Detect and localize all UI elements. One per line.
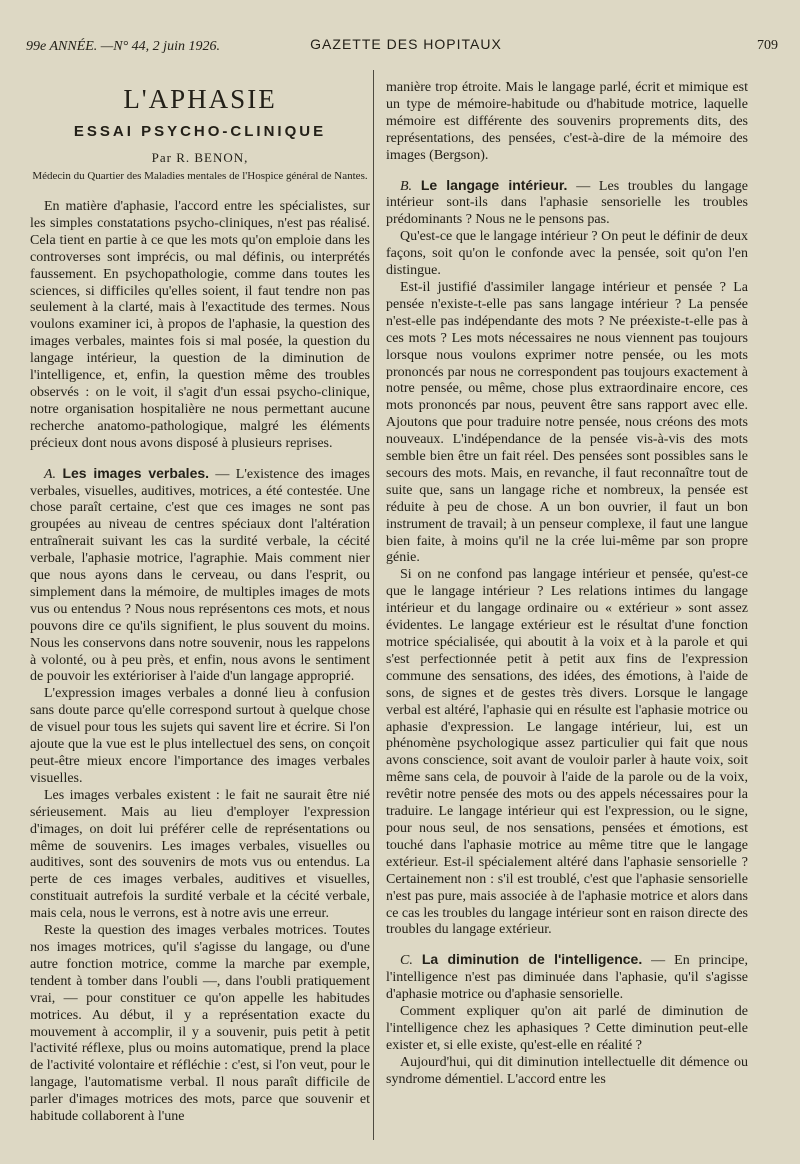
continued-paragraph: manière trop étroite. Mais le langage parlé, écrit et mimique est un type de mémoire-habitude ou d'habitude motrice, laquelle mémoire est différente des souvenirs proprements dits, des représentations, des pensées, c'est-à-dire de la mémoire des images (Bergson). bbox=[386, 80, 748, 163]
left-column bbox=[30, 80, 370, 1126]
paragraph: Qu'est-ce que le langage intérieur ? On peut le définir de deux façons, soit qu'on le confonde avec la pensée, soit qu'on l'en distingue. bbox=[386, 229, 748, 279]
column-divider bbox=[373, 70, 374, 1140]
article-subtitle: ESSAI PSYCHO-CLINIQUE bbox=[73, 123, 327, 140]
section-a-text: — L'existence des images verbales, visuelles, auditives, motrices, a été contestée. Une chose paraît certaine, c'est que ces images ne sont pas groupées au niveau de centres spéciaux dont l'altération entraînerait suivant les cas la surdité verbale, la cécité verbale, l'aphasie motrice, l'agraphie. Mais comment nier que nous ayons dans le cerveau, ou dans l'esprit, ou simplement dans la mémoire, de multiples images de mots vus ou entendus ? Nous nous représentons ces mots, et nous pouvons dire ce qu'ils signifient, le plus souvent du moins. Nous les conservons dans notre souvenir, nous les rappelons à volonté, ou à peu près, et enfin, nous avons le sentiment de pouvoir les extérioriser à l'aide d'un langage approprié. bbox=[30, 466, 370, 685]
page-header bbox=[26, 36, 778, 58]
section-c-paragraph bbox=[386, 951, 748, 1004]
section-b-paragraph bbox=[386, 177, 748, 230]
journal-title: GAZETTE DES HOPITAUX bbox=[310, 36, 502, 52]
article-title: L'APHASIE bbox=[123, 84, 277, 114]
paragraph: Est-il justifié d'assimiler langage intérieur et pensée ? La pensée n'existe-t-elle pas sans langage intérieur ? La pensée n'est-elle pas indépendante des mots ? Ne préexiste-t-elle pas à ces mots ? Les mots nécessaires ne nous viennent pas toujours lorsque nous voulons exprimer notre pensée, ou les mots prononcés par nous ne correspondent pas toujours exactement à notre pensée, ou même, chose plus extraordinaire encore, ces mots prononcés par nous, peuvent être sans rapport avec elle. Ajoutons que pour traduire notre pensée, nous créons des mots nouveaux. L'indépendance de la pensée vis-à-vis des mots semble bien être un fait réel. Des pensées sont possibles sans le secours des mots. Mais, en revanche, il faut reconnaître tout de suite que, sans un langage riche et nombreux, la pensée est réduite à peu de chose. A un bon ouvrier, il faut un bon instrument de travail; à un penseur complexe, il faut une langue bien faite, à moins qu'il ne la crée lui-même par son propre génie. bbox=[386, 279, 748, 566]
section-c-text: — En principe, l'intelligence n'est pas diminuée dans l'aphasie, qu'il s'agisse d'aphasie motrice ou d'aphasie sensorielle. bbox=[386, 953, 749, 1003]
intro-paragraph: En matière d'aphasie, l'accord entre les spécialistes, sur les simples constatations psycho-cliniques, n'est pas réalisé. Cela tient en partie à ce que les mots qu'on emploie dans les controverses sont imprécis, ou mal définis, ou interprétés faussement. En psychopathologie, comme dans toutes les sciences, si difficiles qu'elles soient, il faut tendre non pas seulement à la clarté, mais à l'exactitude des termes. Nous voulons examiner ici, à propos de l'aphasie, la question des images verbales, maintes fois si mal posée, la question du langage intérieur, la question de la diminution de l'intelligence, et, enfin, la question même des troubles observés : on le voit, il s'agit d'un essai psycho-clinique, notre organisation hospitalière ne nous permettant aucune recherche anatomo-pathologique, malgré les éléments précieux dont nous avons disposé à plusieurs reprises. bbox=[30, 199, 370, 451]
paragraph: Reste la question des images verbales motrices. Toutes nos images motrices, qu'il s'agisse du langage, ou d'une autre fonction motrice, comme la marche par exemple, tendent à tomber dans l'oubli —, dans l'oubli pratiquement vrai, — pour constituer ce qu'on appelle les habitudes motrices. Au début, il y a représentation exacte du mouvement à accomplir, il y a souvenir, puis petit à petit l'activité réflexe, plus ou moins automatique, prend la place de l'activité volontaire et réfléchie : c'est, si l'on veut, pour le langage, l'automatisme verbal. Il nous paraît difficile de parler d'images motrices des mots, parce que souvenir et habitude collaborent à l'une bbox=[30, 923, 370, 1125]
paragraph: Si on ne confond pas langage intérieur et pensée, qu'est-ce que le langage intérieur ? Les relations intimes du langage intérieur et du langage ordinaire ou « extérieur » sont assez évidentes. Le langage extérieur est le résultat d'une fonction motrice spécialisée, qui aboutit à la voix et à la parole et qui s'est perfectionnée petit à petit aux fins de l'expression commune des sensations, des idées, des émotions, à l'aide de sons, de signes et de gestes très divers. Lorsque le langage verbal est altéré, l'aphasie qui en résulte est l'aphasie motrice ou aphasie d'expression. Le langage intérieur, lui, est un phénomène psychologique assez particulier qui fait que nous avons conscience, soit avant de vouloir parler à haute voix, soit même sans cela, de pouvoir à l'aide de la parole ou de la voix, revêtir notre pensée des mots ou des appels nécessaires pour la traduire. Le langage intérieur qui est l'expression, ou le signe, pour nous seul, de nos sensations, pensées et émotions, est touché dans l'aphasie motrice au même titre que le langage extérieur. Est-il spécialement altéré dans l'aphasie sensorielle ? Certainement non : s'il est troublé, c'est que l'aphasie sensorielle n'est pas pure, mais associée à de l'aphasie motrice et alors dans ce cas les troubles du langage intérieur sont en raison directe des troubles du langage extérieur. bbox=[386, 567, 748, 938]
paragraph: Aujourd'hui, qui dit diminution intellectuelle dit démence ou syndrome démentiel. L'accord entre les bbox=[386, 1054, 748, 1087]
paragraph: Les images verbales existent : le fait ne saurait être nié sérieusement. Mais au lieu d'employer l'expression d'images, on doit lui préférer celle de représentations ou même de souvenirs. Les images verbales, visuelles ou auditives, sont des souvenirs de mots vus ou entendus. La perte de ces images verbales, auditives et visuelles, constituait autrefois la surdité verbale et la cécité verbale, mais cela, nous le verrons, est à notre avis une erreur. bbox=[30, 787, 370, 922]
article-author: Par R. BENON, bbox=[151, 150, 249, 165]
section-a-paragraph bbox=[30, 465, 370, 687]
paragraph: Comment expliquer qu'on ait parlé de diminution de l'intelligence chez les aphasiques ? Cette diminution peut-elle exister et, si elle existe, qu'est-elle en réalité ? bbox=[386, 1004, 748, 1053]
page-number: 709 bbox=[757, 38, 778, 53]
author-affiliation: Médecin du Quartier des Maladies mentales de l'Hospice général de Nantes. bbox=[32, 170, 368, 182]
right-column bbox=[386, 80, 748, 1089]
section-a-heading: Les images verbales. bbox=[62, 464, 210, 481]
section-b-letter: B. bbox=[400, 178, 413, 194]
section-c-heading: La diminution de l'intelligence. bbox=[421, 951, 643, 968]
section-a-letter: A. bbox=[44, 466, 57, 482]
paragraph: L'expression images verbales a donné lieu à confusion sans doute parce qu'elle correspond surtout à quelque chose de visuel pour tous les sujets qui savent lire et écrire. Si l'on ajoute que la vue est le plus intellectuel des sens, on conçoit peut-être mieux encore l'importance des images verbales visuelles. bbox=[30, 686, 370, 786]
section-b-text: — Les troubles du langage intérieur sont-ils dans l'aphasie sensorielle les troubles prédominants ? Nous ne le pensons pas. bbox=[386, 178, 749, 228]
section-b-heading: Le langage intérieur. bbox=[420, 176, 568, 193]
section-c-letter: C. bbox=[400, 953, 413, 969]
issue-info: 99e ANNÉE. —N° 44, 2 juin 1926. bbox=[26, 39, 220, 54]
